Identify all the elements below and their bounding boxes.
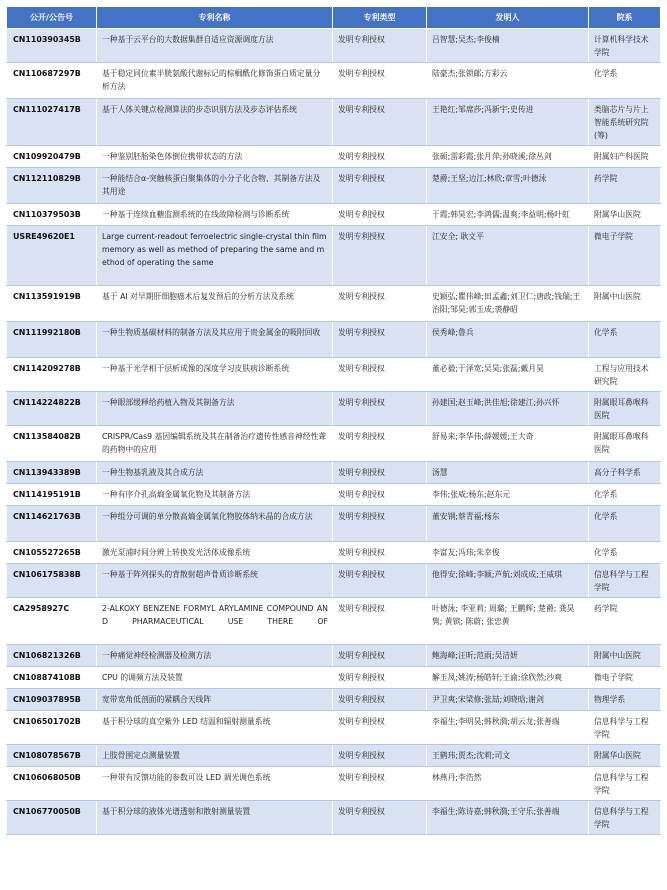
department-cell: 药学院	[589, 598, 661, 645]
patent-title-cell: 基于积分球的液体光谱透射和散射测量装置	[97, 801, 333, 835]
patent-document	[6, 6, 660, 835]
patent-type-cell: 发明专利授权	[333, 645, 427, 667]
publication-number-cell: CN110390345B	[7, 29, 97, 63]
publication-number-cell: CN114621763B	[7, 506, 97, 542]
patent-type-cell: 发明专利授权	[333, 358, 427, 392]
patent-title-cell: 一种生物基乳液及其合成方法	[97, 462, 333, 484]
patent-title-cell: 一种组分可调的单分散高熵金属氧化物胶体纳米晶的合成方法	[97, 506, 333, 542]
header-publication-number: 公开/公告号	[7, 7, 97, 29]
table-row	[7, 645, 661, 667]
table-row	[7, 63, 661, 99]
department-cell: 化学系	[589, 484, 661, 506]
patent-title-cell: 基于 AI 对早期肝细胞癌术后复发预后的分析方法及系统	[97, 286, 333, 322]
publication-number-cell: CN109920479B	[7, 146, 97, 168]
publication-number-cell: CN109037895B	[7, 689, 97, 711]
department-cell: 信息科学与工程学院	[589, 801, 661, 835]
table-row	[7, 99, 661, 146]
patent-title-cell: CPU 的调频方法及装置	[97, 667, 333, 689]
patent-type-cell: 发明专利授权	[333, 667, 427, 689]
department-cell: 计算机科学技术学院	[589, 29, 661, 63]
table-row	[7, 689, 661, 711]
department-cell: 化学系	[589, 63, 661, 99]
inventors-cell: 汤慧	[427, 462, 589, 484]
publication-number-cell: CN106770050B	[7, 801, 97, 835]
department-cell: 附属华山医院	[589, 204, 661, 226]
publication-number-cell: CN114209278B	[7, 358, 97, 392]
patent-title-cell: 基于稳定同位素半胱氨酸代谢标记的棕榈酰化修饰蛋白质定量分析方法	[97, 63, 333, 99]
patent-title-cell: 一种鉴别胚胎染色体倒位携带状态的方法	[97, 146, 333, 168]
patent-type-cell: 发明专利授权	[333, 426, 427, 462]
table-row	[7, 358, 661, 392]
publication-number-cell: CN108874108B	[7, 667, 97, 689]
table-row	[7, 286, 661, 322]
publication-number-cell: CN114224822B	[7, 392, 97, 426]
patent-title-cell: 激光泵浦时间分辨上转换发光活体成像系统	[97, 542, 333, 564]
department-cell: 信息科学与工程学院	[589, 711, 661, 745]
patent-type-cell: 发明专利授权	[333, 462, 427, 484]
header-patent-title: 专利名称	[97, 7, 333, 29]
department-cell: 化学系	[589, 506, 661, 542]
department-cell: 附属中山医院	[589, 286, 661, 322]
patent-title-cell: 基于积分球的真空紫外 LED 结温和辐射测量系统	[97, 711, 333, 745]
patent-type-cell: 发明专利授权	[333, 226, 427, 286]
table-row	[7, 29, 661, 63]
inventors-cell: 王鹤玮;贾杰;沈莉;司文	[427, 745, 589, 767]
publication-number-cell: CA2958927C	[7, 598, 97, 645]
patent-table	[6, 6, 661, 835]
table-row	[7, 392, 661, 426]
patent-type-cell: 发明专利授权	[333, 146, 427, 168]
patent-type-cell: 发明专利授权	[333, 63, 427, 99]
patent-title-cell: CRISPR/Cas9 基因编辑系统及其在制备治疗遗传性感音神经性聋的药物中的应用	[97, 426, 333, 462]
table-row	[7, 767, 661, 801]
department-cell: 信息科学与工程学院	[589, 767, 661, 801]
inventors-cell: 董安钢;蔡青福;杨东	[427, 506, 589, 542]
publication-number-cell: CN114195191B	[7, 484, 97, 506]
department-cell: 类脑芯片与片上智能系统研究院(筹)	[589, 99, 661, 146]
table-body	[7, 29, 661, 835]
inventors-cell: 侯秀峰;鲁兵	[427, 322, 589, 358]
patent-title-cell: 一种基于光学相干层析成像的深度学习皮肤病诊断系统	[97, 358, 333, 392]
patent-type-cell: 发明专利授权	[333, 506, 427, 542]
patent-title-cell: 一种基于阵列探头的背散射超声骨质诊断系统	[97, 564, 333, 598]
table-row	[7, 426, 661, 462]
patent-type-cell: 发明专利授权	[333, 542, 427, 564]
department-cell: 物理学系	[589, 689, 661, 711]
table-row	[7, 542, 661, 564]
table-row	[7, 711, 661, 745]
department-cell: 信息科学与工程学院	[589, 564, 661, 598]
inventors-cell: 舒易来;李华伟;薛媛媛;王大奇	[427, 426, 589, 462]
patent-type-cell: 发明专利授权	[333, 564, 427, 598]
table-row	[7, 168, 661, 204]
patent-type-cell: 发明专利授权	[333, 745, 427, 767]
publication-number-cell: CN106501702B	[7, 711, 97, 745]
table-row	[7, 745, 661, 767]
patent-title-cell: 上肢骨围定点测量装置	[97, 745, 333, 767]
inventors-cell: 楚爵;王坚;边江;林欣;章雪;叶德泳	[427, 168, 589, 204]
patent-type-cell: 发明专利授权	[333, 711, 427, 745]
patent-type-cell: 发明专利授权	[333, 801, 427, 835]
header-patent-type: 专利类型	[333, 7, 427, 29]
publication-number-cell: CN113591919B	[7, 286, 97, 322]
table-row	[7, 226, 661, 286]
table-row	[7, 322, 661, 358]
publication-number-cell: CN112110829B	[7, 168, 97, 204]
inventors-cell: 林燕丹;李浩然	[427, 767, 589, 801]
patent-title-cell: 一种能结合α-突触核蛋白聚集体的小分子化合物、其制备方法及其用途	[97, 168, 333, 204]
inventors-cell: 孙建国;赵玉峰;洪佳旭;徐建江;孙兴怀	[427, 392, 589, 426]
inventors-cell: 李福生;陈诗嘉;韩秋漪;王守乐;张善端	[427, 801, 589, 835]
inventors-cell: 李富友;冯玮;朱幸俊	[427, 542, 589, 564]
patent-type-cell: 发明专利授权	[333, 204, 427, 226]
department-cell: 附属眼耳鼻喉科医院	[589, 426, 661, 462]
inventors-cell: 尹卫爽;宋梁修;张喆;刘晓晗;谢剑	[427, 689, 589, 711]
inventors-cell: 陆豪杰;张锁邮;方彩云	[427, 63, 589, 99]
patent-title-cell: 2-ALKOXY BENZENE FORMYL ARYLAMINE COMPOUND AND PHARMACEUTICAL USE THERE OF	[97, 598, 333, 645]
table-row	[7, 204, 661, 226]
inventors-cell: 王艳红;邹席莎;冯新宇;史传进	[427, 99, 589, 146]
patent-title-cell: 宽带宽角低剖面的紧耦合天线阵	[97, 689, 333, 711]
department-cell: 附属妇产科医院	[589, 146, 661, 168]
table-row	[7, 462, 661, 484]
inventors-cell: 叶德泳; 李亚莉; 周璐; 王鹏辉; 楚爵; 龚昊隽; 黄镔; 陈蔚; 张忠黄	[427, 598, 589, 645]
table-row	[7, 801, 661, 835]
patent-type-cell: 发明专利授权	[333, 392, 427, 426]
publication-number-cell: USRE49620E1	[7, 226, 97, 286]
header-department: 院系	[589, 7, 661, 29]
patent-type-cell: 发明专利授权	[333, 767, 427, 801]
publication-number-cell: CN113584082B	[7, 426, 97, 462]
patent-type-cell: 发明专利授权	[333, 168, 427, 204]
publication-number-cell: CN106175838B	[7, 564, 97, 598]
publication-number-cell: CN113943389B	[7, 462, 97, 484]
inventors-cell: 解玉凤;姚涛;杨皓轩;王渝;徐欣然;沙爽	[427, 667, 589, 689]
patent-title-cell: 基于人体关键点检测算法的步态识别方法及步态评估系统	[97, 99, 333, 146]
inventors-cell: 董必毅;于泽宽;吴昊;张磊;戴月昊	[427, 358, 589, 392]
inventors-cell: 江安全; 耿文平	[427, 226, 589, 286]
table-row	[7, 146, 661, 168]
department-cell: 化学系	[589, 542, 661, 564]
patent-title-cell: 一种生物质基碳材料的制备方法及其应用于贵金属金的吸附回收	[97, 322, 333, 358]
publication-number-cell: CN111027417B	[7, 99, 97, 146]
patent-type-cell: 发明专利授权	[333, 322, 427, 358]
patent-type-cell: 发明专利授权	[333, 484, 427, 506]
department-cell: 工程与应用技术研究院	[589, 358, 661, 392]
patent-type-cell: 发明专利授权	[333, 29, 427, 63]
department-cell: 高分子科学系	[589, 462, 661, 484]
patent-title-cell: 一种基于云平台的大数据集群自适应资源调度方法	[97, 29, 333, 63]
publication-number-cell: CN106821326B	[7, 645, 97, 667]
inventors-cell: 史颖弘;瞿伟峰;田孟鑫;刘卫仁;唐政;钱瑞;王治阳;邹昊;郭玉成;裘静昭	[427, 286, 589, 322]
patent-type-cell: 发明专利授权	[333, 286, 427, 322]
header-inventors: 发明人	[427, 7, 589, 29]
patent-title-cell: Large current-readout ferroelectric single-crystal thin film memory as well as method of preparing the same and method of operating the same	[97, 226, 333, 286]
department-cell: 附属中山医院	[589, 645, 661, 667]
publication-number-cell: CN108078567B	[7, 745, 97, 767]
department-cell: 附属眼耳鼻喉科医院	[589, 392, 661, 426]
table-row	[7, 484, 661, 506]
table-row	[7, 564, 661, 598]
patent-type-cell: 发明专利授权	[333, 99, 427, 146]
patent-title-cell: 一种有序介孔高熵金属氧化物及其制备方法	[97, 484, 333, 506]
patent-title-cell: 一种眼部缓释给药植入物及其制备方法	[97, 392, 333, 426]
publication-number-cell: CN110687297B	[7, 63, 97, 99]
publication-number-cell: CN110379503B	[7, 204, 97, 226]
inventors-cell: 鲍海峰;汪昕;范雨;吴洁妍	[427, 645, 589, 667]
inventors-cell: 于霞;韩昊宏;李鸿儒;温爽;李益明;杨叶虹	[427, 204, 589, 226]
publication-number-cell: CN105527265B	[7, 542, 97, 564]
department-cell: 药学院	[589, 168, 661, 204]
table-row	[7, 506, 661, 542]
inventors-cell: 李伟;张威;杨东;赵东元	[427, 484, 589, 506]
publication-number-cell: CN106068050B	[7, 767, 97, 801]
inventors-cell: 李福生;李明昊;韩秋漪;胡云龙;张善端	[427, 711, 589, 745]
inventors-cell: 他得安;徐峰;李颖;芦航;刘成成;王威琪	[427, 564, 589, 598]
inventors-cell: 吕智慧;吴杰;李俊楠	[427, 29, 589, 63]
table-row	[7, 667, 661, 689]
table-row	[7, 598, 661, 645]
department-cell: 微电子学院	[589, 226, 661, 286]
table-header-row	[7, 7, 661, 29]
patent-title-cell: 一种带有反馈功能的参数可设 LED 调光调色系统	[97, 767, 333, 801]
department-cell: 微电子学院	[589, 667, 661, 689]
publication-number-cell: CN111992180B	[7, 322, 97, 358]
patent-title-cell: 一种基于连续血糖监测系统的在线故障检测与诊断系统	[97, 204, 333, 226]
inventors-cell: 张硕;雷彩霞;张月萍;孙晓溪;徐丛剑	[427, 146, 589, 168]
patent-type-cell: 发明专利授权	[333, 689, 427, 711]
department-cell: 附属华山医院	[589, 745, 661, 767]
patent-title-cell: 一种痛觉神经检测器及检测方法	[97, 645, 333, 667]
patent-type-cell: 发明专利授权	[333, 598, 427, 645]
department-cell: 化学系	[589, 322, 661, 358]
